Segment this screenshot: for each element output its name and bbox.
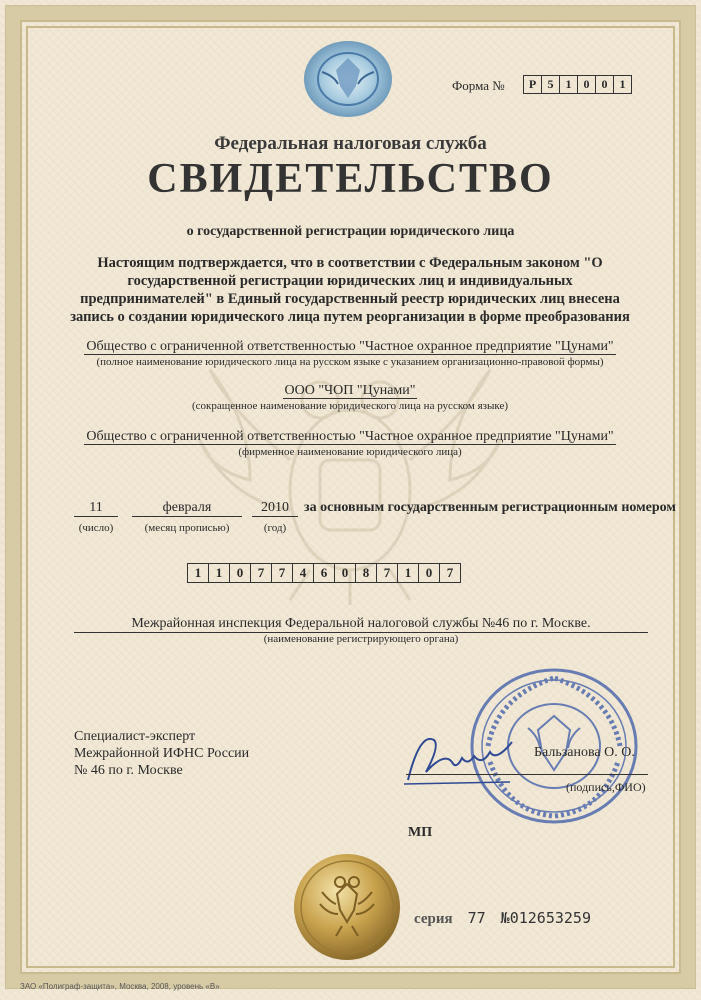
ogrn-digit: 1 [398,563,419,583]
full-name-caption: (полное наименование юридического лица на русском языке с указанием организационно-правовой формы) [96,356,604,368]
date-month-caption: (месяц прописью) [144,522,230,534]
ogrn-digit: 7 [440,563,461,583]
signer-name: Бальзанова О. О. [534,745,635,760]
form-code-digit: 0 [596,75,614,94]
document-subtitle: о государственной регистрации юридического лица [186,224,515,239]
date-year-caption: (год) [263,522,287,534]
ogrn-digit: 7 [272,563,293,583]
ogrn-digit: 0 [230,563,251,583]
form-code-digit: Р [523,75,542,94]
form-code-boxes [523,75,632,94]
short-name-field [60,383,640,399]
ogrn-digit: 7 [251,563,272,583]
series-number: №012653259 [500,909,591,927]
hologram-emblem-icon [300,36,396,122]
form-code-digit: 0 [578,75,596,94]
form-code-digit: 1 [560,75,578,94]
form-code-digit: 1 [614,75,632,94]
brand-name-field [60,429,640,445]
full-name-value: Общество с ограниченной ответственностью "Частное охранное предприятие "Цунами" [86,339,614,354]
signer-office-number: № 46 по г. Москве [74,763,183,778]
agency-name: Федеральная налоговая служба [214,133,487,154]
series-code: 77 [467,909,486,927]
ogrn-digit: 7 [377,563,398,583]
ogrn-digit: 1 [187,563,209,583]
signature-caption: (подпись,ФИО) [566,780,646,794]
date-year: 2010 [252,500,298,517]
brand-name-value: Общество с ограниченной ответственностью "Частное охранное предприятие "Цунами" [86,429,614,444]
date-day: 11 [74,500,118,517]
stamp-place-label: МП [408,825,433,840]
signer-block [74,728,249,779]
registrar-caption: (наименование регистрирующего органа) [263,633,459,645]
form-code-digit: 5 [542,75,560,94]
gold-seal-icon [292,852,402,962]
signature-scribble-icon [400,722,520,792]
short-name-caption: (сокращенное наименование юридического лица на русском языке) [191,400,509,412]
signer-office: Межрайонной ИФНС России [74,746,250,761]
ogrn-boxes [187,563,461,583]
intro-paragraph: Настоящим подтверждается, что в соответствии с Федеральным законом "О государственной регистрации юридических лиц и индивидуальных предпринимателей" в Единый государственный реестр юридических лиц внесена запись о создании юридического лица путем реорганизации в форме преобразования [70,255,630,325]
signature-line [406,774,648,775]
series-block [414,909,591,928]
ogrn-digit: 0 [419,563,440,583]
ogrn-digit: 4 [293,563,314,583]
ogrn-digit: 6 [314,563,335,583]
full-name-field [60,339,640,355]
registrar-name: Межрайонная инспекция Федеральной налоговой службы №46 по г. Москве. [74,616,648,633]
date-day-caption: (число) [78,522,114,534]
date-month: февраля [132,500,242,517]
ogrn-digit: 0 [335,563,356,583]
signer-position: Специалист-эксперт [74,729,196,744]
series-label: серия [414,911,453,927]
ogrn-digit: 1 [209,563,230,583]
document-title: СВИДЕТЕЛЬСТВО [147,156,554,202]
brand-name-caption: (фирменное наименование юридического лица) [238,446,462,458]
form-label: Форма № [452,78,505,93]
printer-note: ЗАО «Полиграф-защита», Москва, 2008, уровень «В» [20,982,220,991]
short-name-value: ООО "ЧОП "Цунами" [284,383,416,398]
date-tail: за основным государственным регистрационным номером [304,500,676,515]
ogrn-digit: 8 [356,563,377,583]
